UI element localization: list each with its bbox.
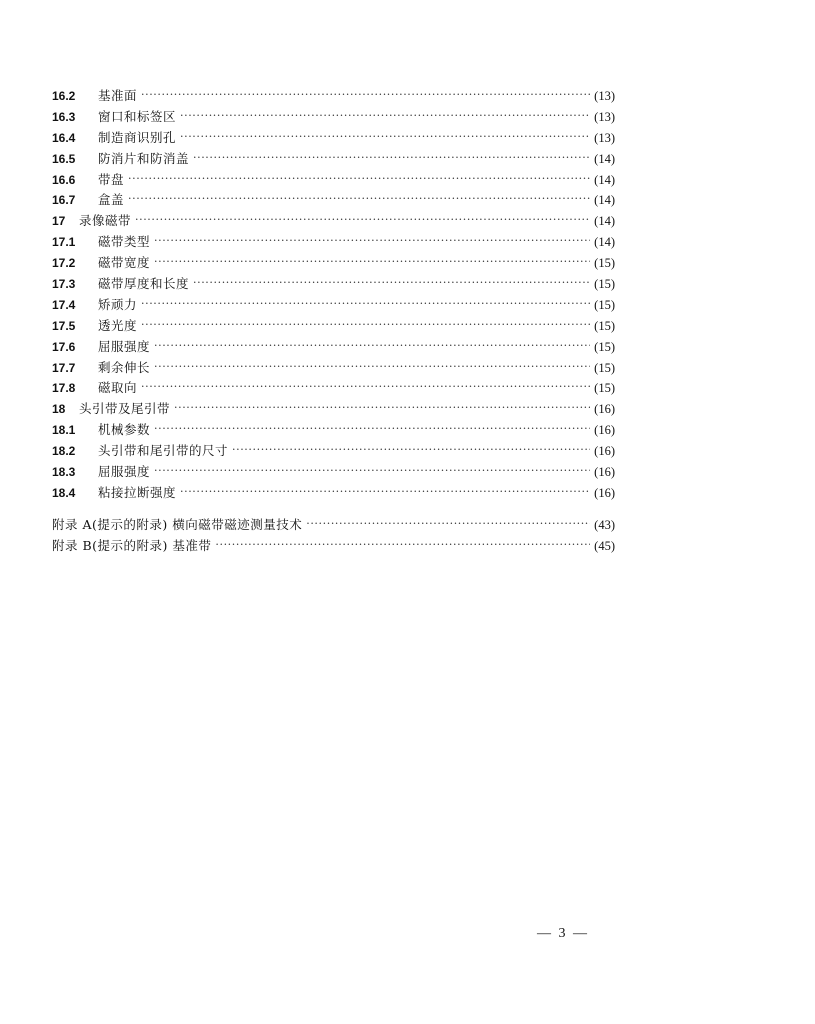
toc-appendices xyxy=(52,515,615,557)
toc-entry[interactable] xyxy=(52,378,615,399)
toc-entry[interactable] xyxy=(52,441,615,462)
dot-leader xyxy=(232,440,590,462)
dot-leader xyxy=(141,294,590,316)
toc-entry[interactable] xyxy=(52,86,615,107)
toc-entry-page: (16) xyxy=(594,444,615,459)
toc-entry-title: 机械参数 xyxy=(98,422,151,438)
toc-entry-number: 18.3 xyxy=(52,465,76,480)
dot-leader xyxy=(180,106,590,128)
toc-entry-number: 17.1 xyxy=(52,235,76,250)
dot-leader xyxy=(154,419,590,441)
toc-entry[interactable] xyxy=(52,274,615,295)
toc-entry[interactable] xyxy=(52,337,615,358)
dot-leader xyxy=(215,535,590,557)
toc-entry-title: 头引带及尾引带 xyxy=(79,401,171,417)
toc-entry-number: 18.4 xyxy=(52,485,76,500)
toc-entry-number: 16.6 xyxy=(52,172,76,187)
toc-entry-number: 16.2 xyxy=(52,88,76,103)
dot-leader xyxy=(154,231,590,253)
dot-leader xyxy=(128,189,590,211)
toc-appendix-title: 附录 B(提示的附录) 基准带 xyxy=(52,537,212,553)
dot-leader xyxy=(141,315,590,337)
dot-leader xyxy=(306,514,590,536)
toc-entry[interactable] xyxy=(52,399,615,420)
toc-entry[interactable] xyxy=(52,483,615,504)
toc-entry-number: 16.3 xyxy=(52,109,76,124)
toc-entry[interactable] xyxy=(52,107,615,128)
toc-entry[interactable] xyxy=(52,420,615,441)
dot-leader xyxy=(174,398,590,420)
toc-appendix-entry[interactable] xyxy=(52,536,615,557)
toc-entry[interactable] xyxy=(52,358,615,379)
toc-entry-page: (15) xyxy=(594,297,615,312)
toc-entry-page: (14) xyxy=(594,172,615,187)
toc-entry[interactable] xyxy=(52,149,615,170)
toc-entry-title: 窗口和标签区 xyxy=(98,108,177,124)
toc-entry[interactable] xyxy=(52,211,615,232)
toc-entry-page: (15) xyxy=(594,360,615,375)
toc-appendix-entry[interactable] xyxy=(52,515,615,536)
toc-entry-title: 制造商识别孔 xyxy=(98,129,177,145)
toc-entry-title: 矫顽力 xyxy=(98,296,138,312)
toc-entry-number: 17.6 xyxy=(52,339,76,354)
toc-appendix-page: (43) xyxy=(594,517,615,532)
toc-entry-title: 带盘 xyxy=(98,171,125,187)
toc-entry[interactable] xyxy=(52,128,615,149)
toc-entry-number: 18.1 xyxy=(52,423,76,438)
toc-entry-title: 屈服强度 xyxy=(98,338,151,354)
toc-appendix-page: (45) xyxy=(594,538,615,553)
toc-entry-page: (16) xyxy=(594,402,615,417)
toc-entry[interactable] xyxy=(52,295,615,316)
toc-entry-title: 屈服强度 xyxy=(98,464,151,480)
toc-entry-number: 17 xyxy=(52,214,66,229)
toc-entry-number: 17.7 xyxy=(52,360,76,375)
dot-leader xyxy=(141,85,590,107)
table-of-contents xyxy=(52,86,615,557)
toc-entry-title: 防消片和防消盖 xyxy=(98,150,190,166)
toc-entry-page: (16) xyxy=(594,485,615,500)
toc-entry-title: 磁带宽度 xyxy=(98,255,151,271)
toc-entry-page: (15) xyxy=(594,277,615,291)
toc-entry-page: (14) xyxy=(594,151,615,166)
toc-entry-title: 基准面 xyxy=(98,87,138,103)
toc-entry-number: 17.4 xyxy=(52,297,76,312)
toc-entry-number: 17.2 xyxy=(52,256,76,271)
dot-leader xyxy=(193,148,590,170)
toc-entry[interactable] xyxy=(52,190,615,211)
toc-entry-title: 透光度 xyxy=(98,317,138,333)
toc-entry-page: (13) xyxy=(594,109,615,124)
dot-leader xyxy=(180,482,590,504)
dot-leader xyxy=(128,169,590,191)
toc-entry-number: 18.2 xyxy=(52,444,76,459)
toc-entry-title: 盒盖 xyxy=(98,192,125,208)
toc-entry-page: (15) xyxy=(594,318,615,333)
toc-entry-page: (13) xyxy=(594,88,615,103)
dot-leader xyxy=(154,357,590,379)
dot-leader xyxy=(141,377,590,399)
dot-leader xyxy=(154,252,590,274)
toc-entry-page: (16) xyxy=(594,423,615,438)
toc-entry-title: 头引带和尾引带的尺寸 xyxy=(98,443,229,459)
toc-entry[interactable] xyxy=(52,462,615,483)
toc-entry-number: 16.7 xyxy=(52,193,76,208)
dot-leader xyxy=(180,127,590,149)
toc-entries xyxy=(52,86,615,504)
toc-entry-number: 17.8 xyxy=(52,381,76,396)
toc-entry-page: (15) xyxy=(594,339,615,354)
toc-entry-number: 16.5 xyxy=(52,151,76,166)
toc-entry-page: (15) xyxy=(594,256,615,271)
toc-entry[interactable] xyxy=(52,170,615,191)
toc-entry-page: (14) xyxy=(594,235,615,250)
dot-leader xyxy=(193,273,590,295)
toc-entry-page: (14) xyxy=(594,214,615,229)
toc-appendix-title: 附录 A(提示的附录) 横向磁带磁迹测量技术 xyxy=(52,516,303,532)
toc-entry-number: 17.5 xyxy=(52,318,76,333)
dot-leader xyxy=(154,461,590,483)
toc-entry[interactable] xyxy=(52,316,615,337)
page-number: — 3 — xyxy=(537,926,589,941)
toc-entry[interactable] xyxy=(52,253,615,274)
toc-entry-title: 磁取向 xyxy=(98,380,138,396)
dot-leader xyxy=(154,336,590,358)
toc-entry-number: 16.4 xyxy=(52,130,76,145)
toc-entry-page: (16) xyxy=(594,465,615,480)
toc-entry-number: 17.3 xyxy=(52,277,76,291)
toc-entry-title: 磁带类型 xyxy=(98,234,151,250)
toc-entry-page: (13) xyxy=(594,130,615,145)
dot-leader xyxy=(135,210,590,232)
toc-entry[interactable] xyxy=(52,232,615,253)
toc-entry-number: 18 xyxy=(52,402,66,417)
toc-entry-title: 剩余伸长 xyxy=(98,359,151,375)
toc-entry-title: 粘接拉断强度 xyxy=(98,484,177,500)
toc-entry-page: (15) xyxy=(594,381,615,396)
toc-entry-page: (14) xyxy=(594,193,615,208)
toc-entry-title: 磁带厚度和长度 xyxy=(98,276,190,291)
toc-entry-title: 录像磁带 xyxy=(79,213,132,229)
